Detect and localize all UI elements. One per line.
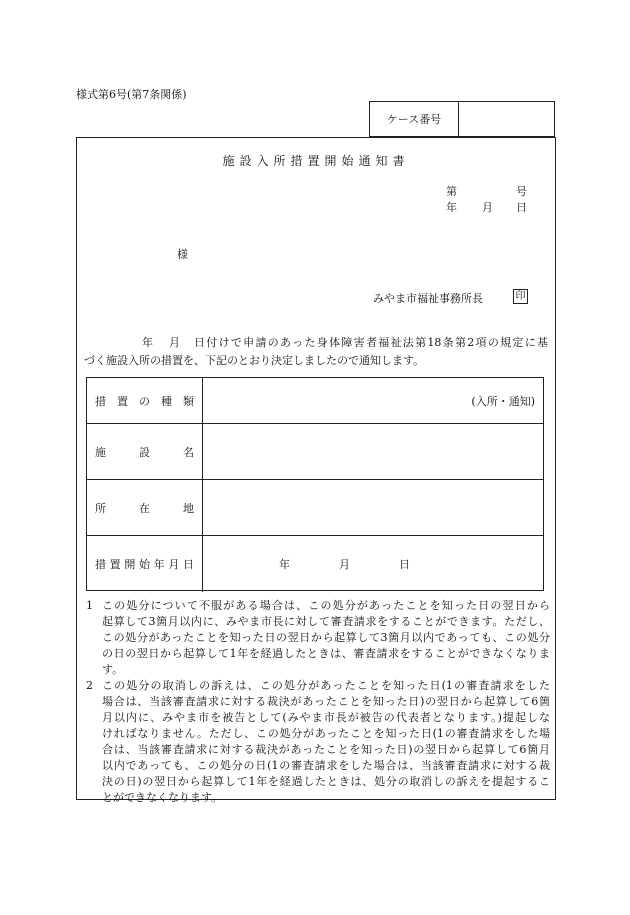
row-value-address[interactable] <box>203 480 543 535</box>
intro-paragraph <box>84 334 548 370</box>
form-number-label: 様式第6号(第7条関係) <box>76 88 187 101</box>
addressee-suffix: 様 <box>177 248 188 261</box>
intro-line1: 日付けで申請のあった身体障害者福祉法第18条第2項の規定に基 <box>194 336 548 349</box>
row-label-start-date: 措置開始年月日 <box>87 536 203 592</box>
intro-year: 年 <box>142 336 153 349</box>
note-line: この処分について不服がある場合は、この処分があったことを知った日の翌日から <box>102 599 550 612</box>
measure-table <box>86 377 544 591</box>
note-line: とができなくなります。 <box>102 791 223 804</box>
table-row <box>87 536 543 592</box>
table-row <box>87 424 543 480</box>
row-value-start-date <box>203 536 543 592</box>
table-row <box>87 480 543 536</box>
note-line: 月以内に、みやま市を被告として(みやま市長が被告の代表者となります。)提起しな <box>102 711 550 724</box>
note-line: 決の日)の翌日から起算して1年を経過したときは、処分の取消しの訴えを提起するこ <box>102 775 550 788</box>
note-line: 場合は、当該審査請求に対する裁決があったことを知った日)の翌日から起算して6箇 <box>102 695 550 708</box>
seal-mark: 印 <box>513 289 528 304</box>
note-line: この処分の取消しの訴えは、この処分があったことを知った日(1の審査請求をした <box>102 679 550 692</box>
start-date-day: 日 <box>399 558 410 571</box>
row-label-address: 所在地 <box>87 480 203 535</box>
note-line: 以内であっても、この処分の日(1の審査請求をした場合は、当該審査請求に対する裁 <box>102 759 550 772</box>
note-number: 1 <box>86 599 93 612</box>
start-date-year: 年 <box>279 558 290 571</box>
case-number-value[interactable] <box>458 102 554 136</box>
intro-line2: づく施設入所の措置を、下記のとおり決定しましたので通知します。 <box>84 354 425 367</box>
note-number: 2 <box>86 679 93 692</box>
case-number-box <box>369 101 555 137</box>
note-item <box>86 598 550 678</box>
note-line: の日の翌日から起算して1年を経過したときは、審査請求をすることができなくなりま <box>102 647 550 660</box>
note-line: 合は、当該審査請求に対する裁決があったことを知った日)の翌日から起算して6箇月 <box>102 743 550 756</box>
issue-date-month: 月 <box>482 201 493 214</box>
note-item <box>86 678 550 806</box>
row-label-facility-name: 施設名 <box>87 424 203 479</box>
note-line: 起算して3箇月以内に、みやま市長に対して審査請求をすることができます。ただし、 <box>102 615 550 628</box>
table-row <box>87 378 543 424</box>
case-number-label: ケース番号 <box>370 102 459 136</box>
start-date-month: 月 <box>339 558 350 571</box>
doc-number-suffix: 号 <box>516 185 527 198</box>
row-label-measure-type: 措置の種類 <box>87 378 203 423</box>
note-line: この処分があったことを知った日の翌日から起算して3箇月以内であっても、この処分 <box>102 631 550 644</box>
intro-month: 月 <box>169 336 180 349</box>
document-title: 施設入所措置開始通知書 <box>222 154 410 168</box>
note-line: ければなりません。ただし、この処分があったことを知った日(1の審査請求をした場 <box>102 727 550 740</box>
issue-date-year: 年 <box>446 201 457 214</box>
row-value-measure-type: (入所・通知) <box>471 394 535 408</box>
doc-number-prefix: 第 <box>446 185 457 198</box>
row-value-facility-name[interactable] <box>203 424 543 479</box>
issue-date-day: 日 <box>516 201 527 214</box>
note-line: す。 <box>102 663 124 676</box>
notes-section <box>86 598 550 806</box>
issuer-name: みやま市福祉事務所長 <box>373 292 483 305</box>
